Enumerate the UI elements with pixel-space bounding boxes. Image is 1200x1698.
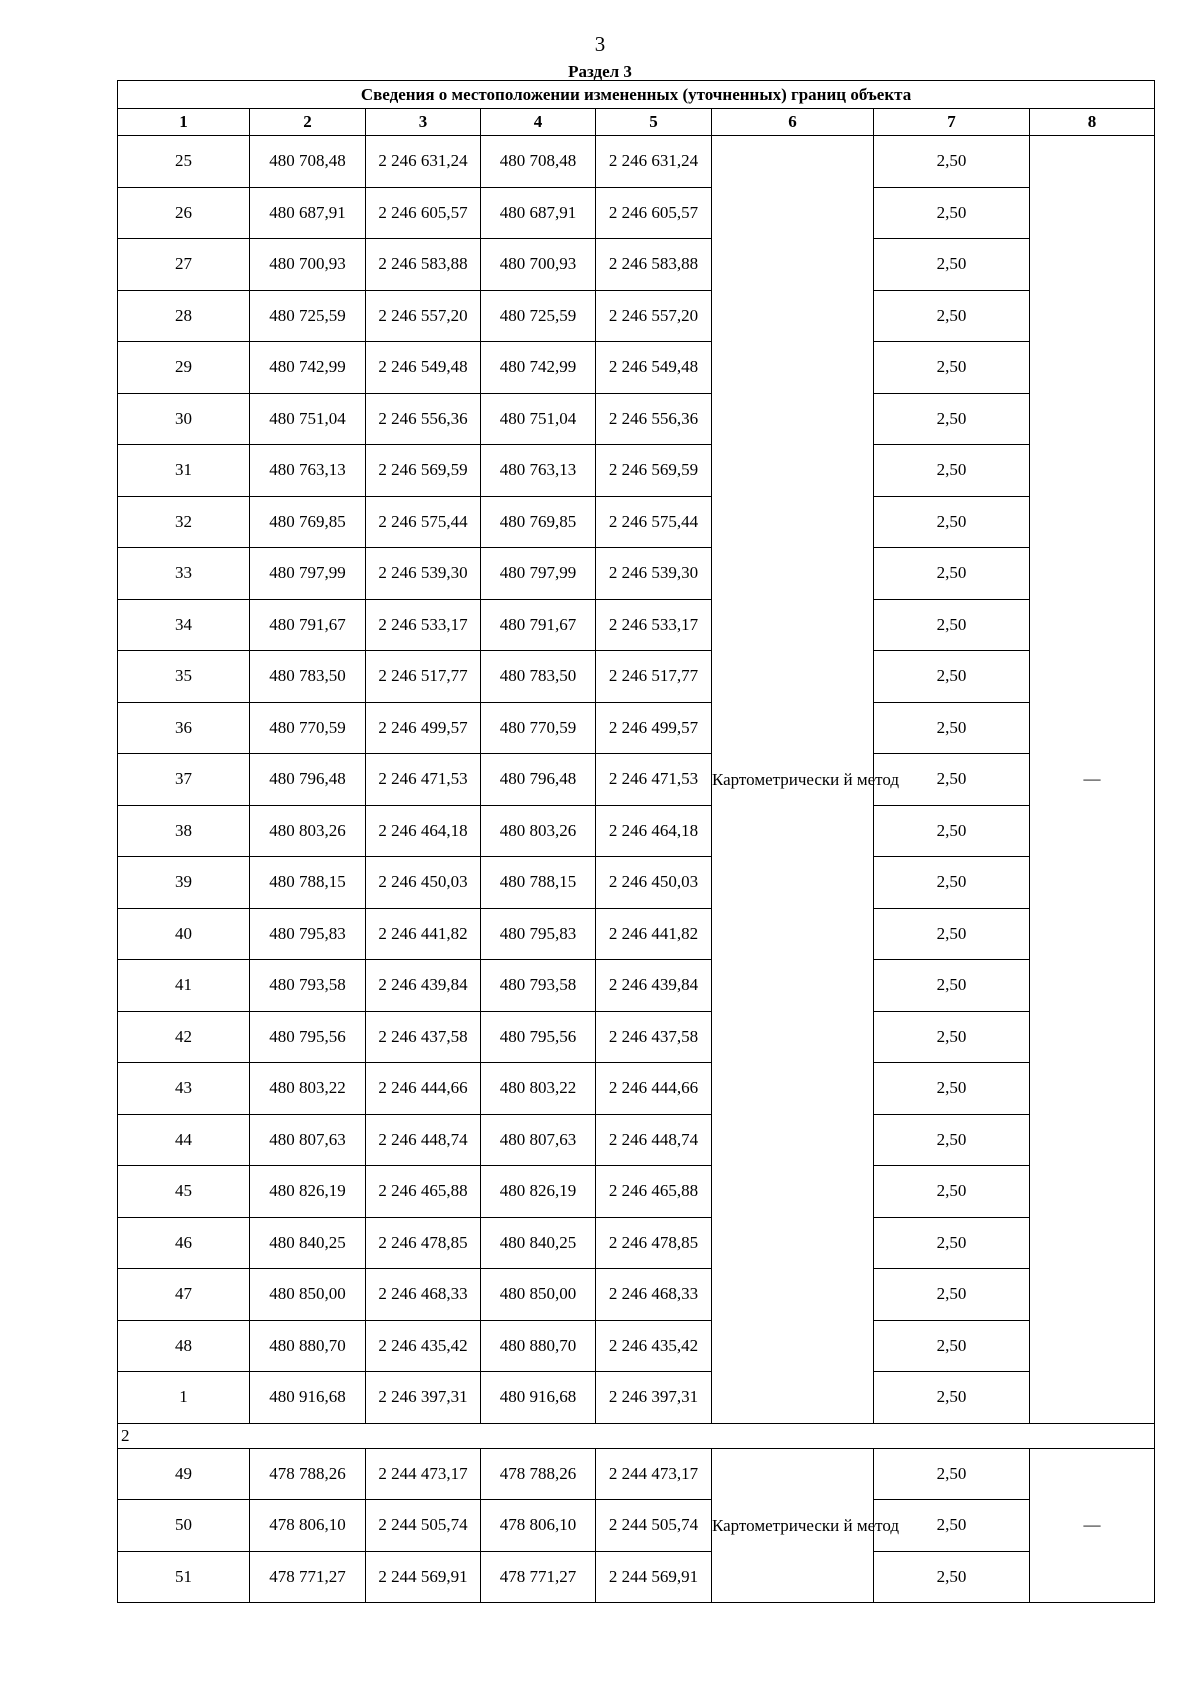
existing-y-cell: 2 246 450,03 [366,857,481,909]
existing-y-cell: 2 246 441,82 [366,908,481,960]
new-x-cell: 480 742,99 [481,342,596,394]
table-row [118,805,1155,857]
existing-x-cell: 480 880,70 [250,1320,366,1372]
existing-x-cell: 480 797,99 [250,548,366,600]
point-number-cell: 30 [118,393,250,445]
existing-x-cell: 480 700,93 [250,239,366,291]
table-caption: Сведения о местоположении измененных (уточненных) границ объекта [118,81,1155,109]
table-row [118,1372,1155,1424]
existing-x-cell: 480 795,83 [250,908,366,960]
point-number-cell: 35 [118,651,250,703]
accuracy-cell: 2,50 [874,908,1030,960]
new-y-cell: 2 246 556,36 [596,393,712,445]
point-number-cell: 49 [118,1448,250,1500]
column-number: 5 [596,109,712,136]
new-y-cell: 2 246 533,17 [596,599,712,651]
existing-x-cell: 480 791,67 [250,599,366,651]
existing-y-cell: 2 246 557,20 [366,290,481,342]
accuracy-cell: 2,50 [874,342,1030,394]
new-x-cell: 480 783,50 [481,651,596,703]
existing-x-cell: 480 807,63 [250,1114,366,1166]
existing-x-cell: 480 725,59 [250,290,366,342]
point-number-cell: 41 [118,960,250,1012]
new-y-cell: 2 244 505,74 [596,1500,712,1552]
table-row [118,1166,1155,1218]
column-number: 3 [366,109,481,136]
accuracy-cell: 2,50 [874,702,1030,754]
point-number-cell: 48 [118,1320,250,1372]
new-x-cell: 480 797,99 [481,548,596,600]
new-y-cell: 2 246 464,18 [596,805,712,857]
point-number-cell: 34 [118,599,250,651]
point-number-cell: 39 [118,857,250,909]
existing-y-cell: 2 246 397,31 [366,1372,481,1424]
table-row [118,187,1155,239]
new-y-cell: 2 246 583,88 [596,239,712,291]
existing-x-cell: 480 763,13 [250,445,366,497]
point-number-cell: 42 [118,1011,250,1063]
table-body [118,136,1155,1603]
new-x-cell: 480 793,58 [481,960,596,1012]
existing-y-cell: 2 246 549,48 [366,342,481,394]
accuracy-cell: 2,50 [874,754,1030,806]
point-number-cell: 38 [118,805,250,857]
table-row [118,754,1155,806]
table-row [118,1114,1155,1166]
accuracy-cell: 2,50 [874,1269,1030,1321]
column-number-row [118,109,1155,136]
table-row [118,702,1155,754]
existing-y-cell: 2 246 533,17 [366,599,481,651]
accuracy-cell: 2,50 [874,136,1030,188]
new-y-cell: 2 246 569,59 [596,445,712,497]
point-number-cell: 32 [118,496,250,548]
existing-x-cell: 480 850,00 [250,1269,366,1321]
new-x-cell: 480 788,15 [481,857,596,909]
point-number-cell: 44 [118,1114,250,1166]
new-x-cell: 480 840,25 [481,1217,596,1269]
new-y-cell: 2 246 549,48 [596,342,712,394]
point-number-cell: 47 [118,1269,250,1321]
new-x-cell: 480 791,67 [481,599,596,651]
point-number-cell: 1 [118,1372,250,1424]
table-row [118,857,1155,909]
accuracy-cell: 2,50 [874,445,1030,497]
point-number-cell: 45 [118,1166,250,1218]
page-number: 3 [594,32,606,56]
table-row [118,548,1155,600]
table-row [118,342,1155,394]
accuracy-cell: 2,50 [874,857,1030,909]
point-number-cell: 26 [118,187,250,239]
note-cell: — [1030,1448,1155,1603]
point-number-cell: 33 [118,548,250,600]
table-row [118,599,1155,651]
new-x-cell: 480 763,13 [481,445,596,497]
existing-y-cell: 2 246 575,44 [366,496,481,548]
point-number-cell: 25 [118,136,250,188]
contour-label: 2 [118,1423,1155,1448]
column-number: 4 [481,109,596,136]
existing-x-cell: 480 770,59 [250,702,366,754]
point-number-cell: 40 [118,908,250,960]
existing-y-cell: 2 246 499,57 [366,702,481,754]
new-x-cell: 480 725,59 [481,290,596,342]
new-x-cell: 480 770,59 [481,702,596,754]
new-y-cell: 2 246 478,85 [596,1217,712,1269]
new-y-cell: 2 246 437,58 [596,1011,712,1063]
method-cell: Картометрически й метод [712,136,874,1424]
accuracy-cell: 2,50 [874,1217,1030,1269]
existing-y-cell: 2 246 471,53 [366,754,481,806]
existing-y-cell: 2 246 435,42 [366,1320,481,1372]
new-x-cell: 480 687,91 [481,187,596,239]
new-x-cell: 480 708,48 [481,136,596,188]
point-number-cell: 31 [118,445,250,497]
point-number-cell: 37 [118,754,250,806]
point-number-cell: 28 [118,290,250,342]
column-number: 6 [712,109,874,136]
accuracy-cell: 2,50 [874,239,1030,291]
table-row [118,651,1155,703]
accuracy-cell: 2,50 [874,1448,1030,1500]
table-row [118,290,1155,342]
existing-y-cell: 2 246 517,77 [366,651,481,703]
new-x-cell: 480 807,63 [481,1114,596,1166]
existing-y-cell: 2 244 569,91 [366,1551,481,1603]
method-cell: Картометрически й метод [712,1448,874,1603]
existing-x-cell: 480 783,50 [250,651,366,703]
accuracy-cell: 2,50 [874,187,1030,239]
new-y-cell: 2 244 569,91 [596,1551,712,1603]
new-y-cell: 2 246 441,82 [596,908,712,960]
table-row [118,496,1155,548]
existing-x-cell: 480 803,26 [250,805,366,857]
accuracy-cell: 2,50 [874,1372,1030,1424]
new-y-cell: 2 246 450,03 [596,857,712,909]
point-number-cell: 51 [118,1551,250,1603]
existing-y-cell: 2 244 505,74 [366,1500,481,1552]
new-x-cell: 480 850,00 [481,1269,596,1321]
table-row [118,1217,1155,1269]
new-y-cell: 2 246 557,20 [596,290,712,342]
table-row [118,1063,1155,1115]
existing-x-cell: 478 788,26 [250,1448,366,1500]
contour-label-row [118,1423,1155,1448]
accuracy-cell: 2,50 [874,496,1030,548]
new-x-cell: 480 916,68 [481,1372,596,1424]
existing-x-cell: 480 788,15 [250,857,366,909]
new-y-cell: 2 246 444,66 [596,1063,712,1115]
table-row [118,908,1155,960]
point-number-cell: 50 [118,1500,250,1552]
point-number-cell: 27 [118,239,250,291]
table-row [118,136,1155,188]
existing-y-cell: 2 246 448,74 [366,1114,481,1166]
new-y-cell: 2 246 465,88 [596,1166,712,1218]
table-row [118,1551,1155,1603]
existing-y-cell: 2 244 473,17 [366,1448,481,1500]
accuracy-cell: 2,50 [874,1500,1030,1552]
new-y-cell: 2 246 397,31 [596,1372,712,1424]
existing-x-cell: 478 806,10 [250,1500,366,1552]
new-x-cell: 480 700,93 [481,239,596,291]
section-title: Раздел 3 [568,62,632,81]
new-y-cell: 2 246 517,77 [596,651,712,703]
new-y-cell: 2 246 471,53 [596,754,712,806]
existing-x-cell: 480 708,48 [250,136,366,188]
boundary-coordinates-table [117,80,1155,1603]
column-number: 1 [118,109,250,136]
existing-y-cell: 2 246 478,85 [366,1217,481,1269]
new-y-cell: 2 246 439,84 [596,960,712,1012]
new-y-cell: 2 246 499,57 [596,702,712,754]
existing-x-cell: 480 742,99 [250,342,366,394]
new-y-cell: 2 244 473,17 [596,1448,712,1500]
new-x-cell: 480 880,70 [481,1320,596,1372]
new-x-cell: 480 796,48 [481,754,596,806]
accuracy-cell: 2,50 [874,960,1030,1012]
existing-y-cell: 2 246 465,88 [366,1166,481,1218]
note-cell: — [1030,136,1155,1424]
existing-y-cell: 2 246 569,59 [366,445,481,497]
accuracy-cell: 2,50 [874,1063,1030,1115]
new-x-cell: 480 803,26 [481,805,596,857]
accuracy-cell: 2,50 [874,1114,1030,1166]
new-x-cell: 480 751,04 [481,393,596,445]
new-y-cell: 2 246 539,30 [596,548,712,600]
existing-x-cell: 480 826,19 [250,1166,366,1218]
table-row [118,1320,1155,1372]
column-number: 2 [250,109,366,136]
new-y-cell: 2 246 468,33 [596,1269,712,1321]
accuracy-cell: 2,50 [874,651,1030,703]
column-number: 7 [874,109,1030,136]
new-x-cell: 478 788,26 [481,1448,596,1500]
accuracy-cell: 2,50 [874,393,1030,445]
existing-x-cell: 478 771,27 [250,1551,366,1603]
point-number-cell: 29 [118,342,250,394]
table-row [118,1011,1155,1063]
existing-y-cell: 2 246 539,30 [366,548,481,600]
column-number: 8 [1030,109,1155,136]
accuracy-cell: 2,50 [874,548,1030,600]
existing-y-cell: 2 246 464,18 [366,805,481,857]
table-row [118,1500,1155,1552]
accuracy-cell: 2,50 [874,1320,1030,1372]
existing-x-cell: 480 769,85 [250,496,366,548]
existing-x-cell: 480 795,56 [250,1011,366,1063]
point-number-cell: 36 [118,702,250,754]
new-x-cell: 480 769,85 [481,496,596,548]
new-x-cell: 478 771,27 [481,1551,596,1603]
existing-x-cell: 480 803,22 [250,1063,366,1115]
existing-x-cell: 480 840,25 [250,1217,366,1269]
existing-y-cell: 2 246 583,88 [366,239,481,291]
new-x-cell: 478 806,10 [481,1500,596,1552]
existing-x-cell: 480 687,91 [250,187,366,239]
table-row [118,445,1155,497]
table-row [118,1448,1155,1500]
existing-y-cell: 2 246 631,24 [366,136,481,188]
new-y-cell: 2 246 605,57 [596,187,712,239]
accuracy-cell: 2,50 [874,805,1030,857]
existing-y-cell: 2 246 605,57 [366,187,481,239]
existing-y-cell: 2 246 439,84 [366,960,481,1012]
existing-x-cell: 480 793,58 [250,960,366,1012]
new-x-cell: 480 826,19 [481,1166,596,1218]
point-number-cell: 46 [118,1217,250,1269]
new-x-cell: 480 795,56 [481,1011,596,1063]
accuracy-cell: 2,50 [874,1011,1030,1063]
existing-x-cell: 480 751,04 [250,393,366,445]
new-x-cell: 480 795,83 [481,908,596,960]
existing-y-cell: 2 246 444,66 [366,1063,481,1115]
table-row [118,1269,1155,1321]
new-x-cell: 480 803,22 [481,1063,596,1115]
new-y-cell: 2 246 435,42 [596,1320,712,1372]
table-row [118,960,1155,1012]
table-row [118,393,1155,445]
existing-y-cell: 2 246 556,36 [366,393,481,445]
existing-y-cell: 2 246 468,33 [366,1269,481,1321]
table-caption-row [118,81,1155,109]
existing-x-cell: 480 796,48 [250,754,366,806]
accuracy-cell: 2,50 [874,599,1030,651]
existing-x-cell: 480 916,68 [250,1372,366,1424]
existing-y-cell: 2 246 437,58 [366,1011,481,1063]
table-row [118,239,1155,291]
accuracy-cell: 2,50 [874,1551,1030,1603]
new-y-cell: 2 246 575,44 [596,496,712,548]
new-y-cell: 2 246 631,24 [596,136,712,188]
new-y-cell: 2 246 448,74 [596,1114,712,1166]
accuracy-cell: 2,50 [874,290,1030,342]
point-number-cell: 43 [118,1063,250,1115]
accuracy-cell: 2,50 [874,1166,1030,1218]
